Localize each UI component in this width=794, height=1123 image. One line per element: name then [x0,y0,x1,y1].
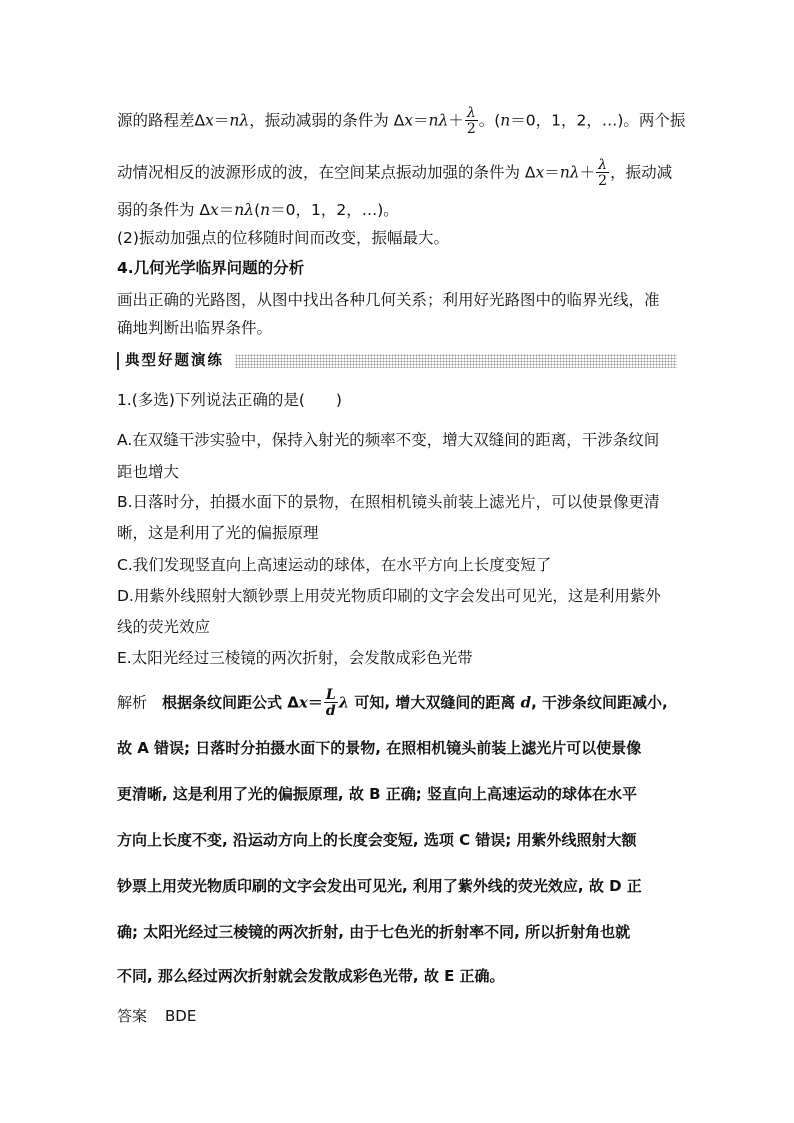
analysis-line-6: 确; 太阳光经过三棱镜的两次折射, 由于七色光的折射率不同, 所以折射角也就 [117,923,631,941]
text-line-7: 确地判断出临界条件。 [117,319,273,337]
var-n-lambda: nλ [234,201,255,219]
text: ＝ [307,693,323,712]
option-d-line-2: 线的荧光效应 [117,618,211,636]
var-x: x [210,201,219,219]
option-e: E.太阳光经过三棱镜的两次折射，会发散成彩色光带 [117,649,473,667]
text: ，振动减弱的条件为 Δ [249,111,405,130]
text-line-4: (2)振动加强点的位移随时间而改变，振幅最大。 [117,229,449,247]
text: ＝ [544,163,560,182]
var-x: x [298,693,308,712]
fraction-lambda-over-2: $\frac{\lambda}{2}$ [466,105,476,137]
text: ＋ [448,111,464,130]
question-stem: 1.(多选)下列说法正确的是( ) [117,391,342,409]
var-x: x [535,163,545,182]
option-d-line-1: D.用紫外线照射大额钞票上用荧光物质印刷的文字会发出可见光，这是利用紫外 [117,587,661,605]
banner-title: 典型好题演练 [125,353,224,369]
var-n-lambda: nλ [229,111,250,130]
banner-dot-pattern [235,354,677,368]
answer-line [117,1006,196,1026]
section-banner [117,350,677,372]
var-n: n [260,201,271,219]
analysis-line-4: 方向上长度不变, 沿运动方向上的长度会变短, 选项 C 错误; 用紫外线照射大额 [117,831,637,849]
option-a-line-2: 距也增大 [117,463,180,481]
text: ＝0，1，2，…)。两个振 [510,111,686,130]
text: 源的路程差Δ [117,111,206,130]
text: ，振动减 [610,163,673,182]
text: ＋ [579,163,596,182]
var-x: x [404,111,413,130]
option-b-line-2: 晰，这是利用了光的偏振原理 [117,524,319,542]
text: ＝0，1，2，…)。 [270,201,399,219]
var-n-lambda: nλ [559,163,580,182]
analysis-line-1 [117,688,668,718]
answer-value: BDE [165,1007,197,1025]
text: , 干涉条纹间距减小, [531,693,668,712]
text: 动情况相反的波源形成的波，在空间某点振动加强的条件为 Δ [117,163,536,182]
analysis-line-2: 故 A 错误; 日落时分拍摄水面下的景物, 在照相机镜头前装上滤光片可以使景像 [117,739,642,757]
text-line-2 [117,158,672,188]
fraction-lambda-over-2: $\frac{\lambda}{2}$ [598,157,608,189]
option-c: C.我们发现竖直向上高速运动的球体，在水平方向上长度变短了 [117,556,552,574]
text: 可知, 增大双缝间的距离 [349,693,521,712]
var-x: x [205,111,214,130]
option-a-line-1: A.在双缝干涉实验中，保持入射光的频率不变，增大双缝间的距离，干涉条纹间 [117,431,660,449]
analysis-label: 解析 [117,693,148,712]
text: ＝ [213,111,230,130]
text-line-3 [117,200,399,220]
text: ＝ [218,201,235,219]
var-n-lambda: nλ [428,111,449,130]
analysis-line-3: 更清晰, 这是利用了光的偏振原理, 故 B 正确; 竖直向上高速运动的球体在水平 [117,785,637,803]
text: 。( [478,111,501,130]
var-lambda: λ [338,693,350,712]
text: 弱的条件为 Δ [117,201,211,219]
text: ( [254,201,261,219]
text-line-1 [117,106,685,136]
section-heading: 4.几何光学临界问题的分析 [117,259,305,277]
banner-bar [117,352,119,370]
text: 根据条纹间距公式 Δ [147,693,299,712]
answer-label: 答案 [117,1007,148,1025]
fraction-L-over-d: $\frac{L}{d}$ [325,687,336,719]
var-d: d [520,693,532,712]
text: ＝ [412,111,429,130]
analysis-line-5: 钞票上用荧光物质印刷的文字会发出可见光, 利用了紫外线的荧光效应, 故 D 正 [117,877,642,895]
text-line-6: 画出正确的光路图，从图中找出各种几何关系；利用好光路图中的临界光线，准 [117,291,660,309]
var-n: n [500,111,511,130]
analysis-line-7: 不同, 那么经过两次折射就会发散成彩色光带, 故 E 正确。 [117,967,505,985]
option-b-line-1: B.日落时分，拍摄水面下的景物，在照相机镜头前装上滤光片，可以使景像更清 [117,493,660,511]
